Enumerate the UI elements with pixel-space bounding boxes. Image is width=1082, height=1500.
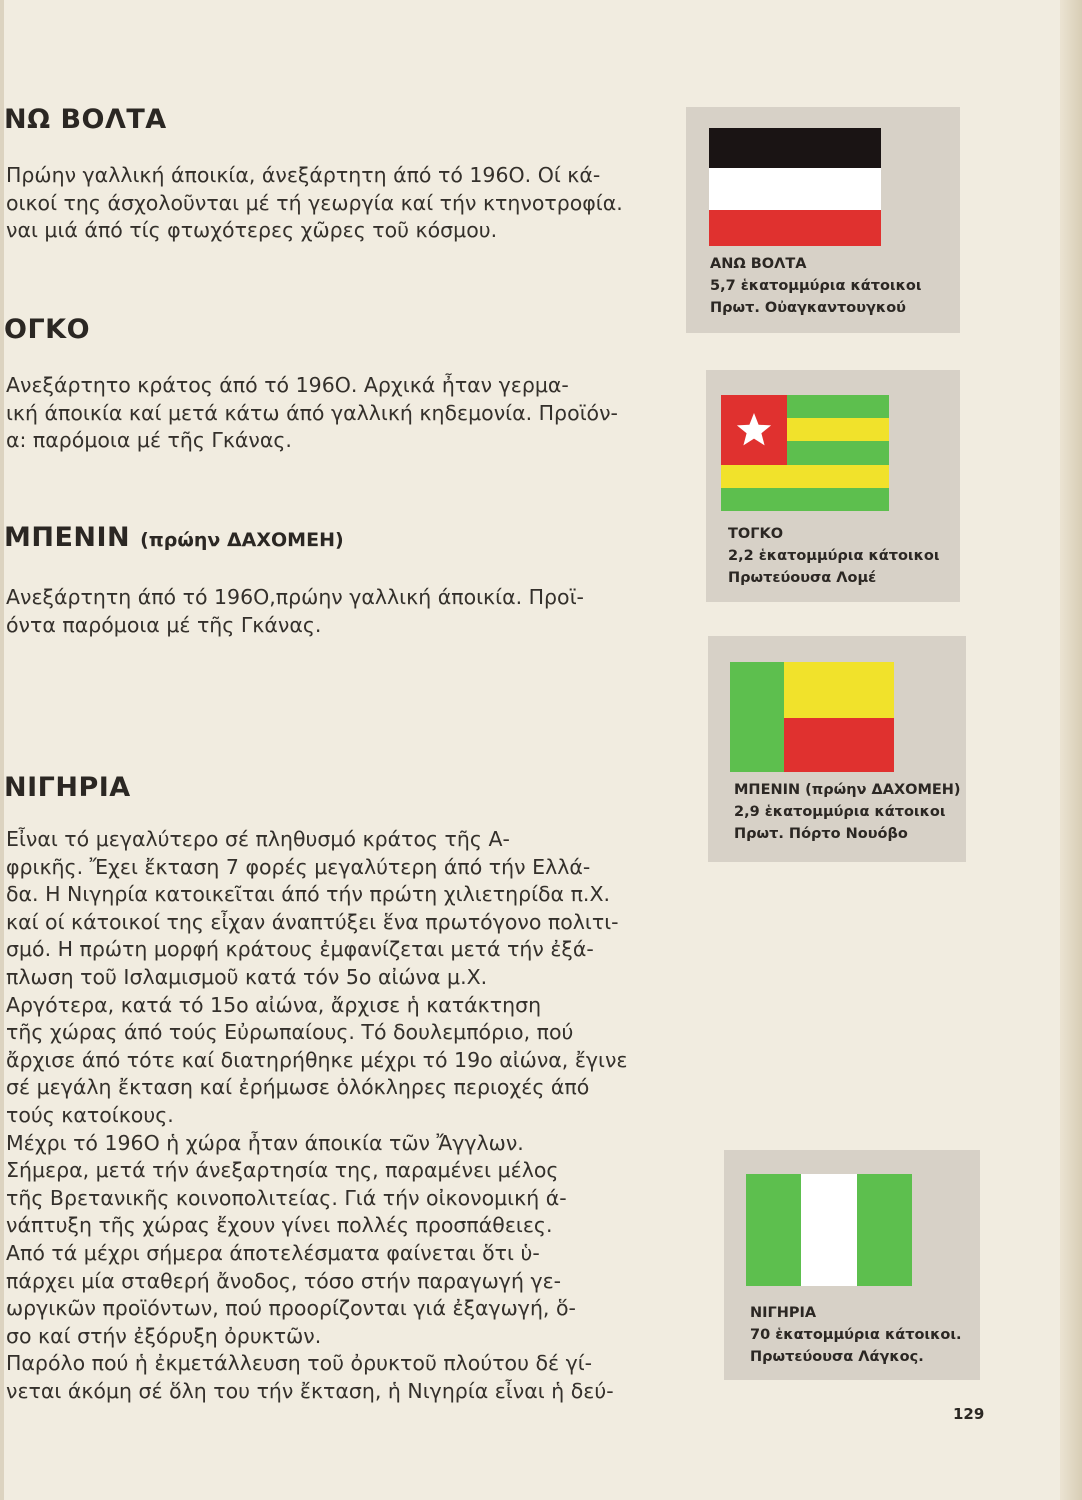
flag-panel-ano-volta xyxy=(686,107,960,333)
text-line: σέ μεγάλη ἔκταση καί ἐρήμωσε ὁλόκληρες περιοχές άπό xyxy=(6,1075,590,1100)
heading-benin-subtitle: (πρώην ΔΑΧΟΜΕΗ) xyxy=(140,529,344,551)
caption-country: ΜΠΕΝΙΝ (πρώην ΔΑΧΟΜΕΗ) xyxy=(734,782,961,798)
flag-caption-togko xyxy=(728,523,940,589)
text-line: ἄρχισε άπό τότε καί διατηρήθηκε μέχρι τό 19ο αἰώνα, ἔγινε xyxy=(6,1047,628,1072)
text-line: Ανεξάρτητο κράτος άπό τό 196Ο. Αρχικά ἦταν γερμα- xyxy=(6,373,569,397)
heading-nigeria: ΝΙΓΗΡΙΑ xyxy=(4,772,131,803)
nigeria-flag-icon xyxy=(746,1174,912,1286)
text-line: όντα παρόμοια μέ τῆς Γκάνας. xyxy=(6,612,322,637)
caption-country: ΑΝΩ ΒΟΛΤΑ xyxy=(710,256,807,272)
togo-flag-icon xyxy=(721,395,889,511)
text-line: φρικῆς. Ἔχει ἔκταση 7 φορές μεγαλύτερη άπό τήν Ελλά- xyxy=(6,854,591,879)
text-line: Από τά μέχρι σήμερα άποτελέσματα φαίνεται ὅτι ὑ- xyxy=(6,1240,540,1265)
flag-panel-togko xyxy=(706,370,960,602)
text-line: α: παρόμοια μέ τῆς Γκάνας. xyxy=(6,428,292,452)
page-number: 129 xyxy=(953,1405,985,1423)
paragraph-ano-volta xyxy=(6,162,623,245)
heading-ano-volta: ΝΩ ΒΟΛΤΑ xyxy=(4,104,167,135)
benin-flag-icon xyxy=(730,662,894,772)
text-line: Ανεξάρτητη άπό τό 196Ο,πρώην γαλλική άποικία. Προϊ- xyxy=(6,585,584,609)
flag-panel-nigeria xyxy=(724,1150,980,1380)
flag-caption-nigeria xyxy=(750,1302,962,1368)
text-line: τῆς χώρας άπό τούς Εὐρωπαίους. Τό δουλεμπόριο, πού xyxy=(6,1020,574,1045)
caption-capital: Πρωτεύουσα Λομέ xyxy=(728,570,877,586)
text-line: νάπτυξη τῆς χώρας ἔχουν γίνει πολλές προσπάθειες. xyxy=(6,1213,553,1238)
text-line: Πρώην γαλλική άποικία, άνεξάρτητη άπό τό 196Ο. Οί κά- xyxy=(6,163,601,187)
text-line: σο καί στήν ἐξόρυξη ὀρυκτῶν. xyxy=(6,1323,322,1348)
flag-panel-benin xyxy=(708,636,966,862)
paragraph-nigeria xyxy=(6,826,628,1405)
caption-country: ΤΟΓΚΟ xyxy=(728,526,784,542)
caption-population: 2,2 ἑκατομμύρια κάτοικοι xyxy=(728,548,940,564)
text-line: Παρόλο πού ἡ ἐκμετάλλευση τοῦ ὀρυκτοῦ πλούτου δέ γί- xyxy=(6,1351,593,1376)
heading-togko: ΟΓΚΟ xyxy=(4,314,91,345)
text-line: Εἶναι τό μεγαλύτερο σέ πληθυσμό κράτος τῆς Α- xyxy=(6,827,510,851)
paragraph-togko xyxy=(6,372,618,455)
heading-benin-title: ΜΠΕΝΙΝ xyxy=(4,522,131,553)
text-line: τῆς Βρετανικῆς κοινοπολιτείας. Γιά τήν οἰκονομική ά- xyxy=(6,1185,567,1210)
caption-country: ΝΙΓΗΡΙΑ xyxy=(750,1305,817,1321)
text-line: ική άποικία καί μετά κάτω άπό γαλλική κηδεμονία. Προϊόν- xyxy=(6,400,618,425)
text-line: νεται άκόμη σέ ὅλη του τήν ἔκταση, ἡ Νιγηρία εἶναι ἡ δεύ- xyxy=(6,1378,614,1403)
text-line: πλωση τοῦ Ισλαμισμοῦ κατά τόν 5ο αἰώνα μ.Χ. xyxy=(6,964,488,989)
upper-volta-flag-icon xyxy=(709,128,881,246)
text-line: οικοί της άσχολοῦνται μέ τή γεωργία καί τήν κτηνοτροφία. xyxy=(6,190,623,215)
text-line: Μέχρι τό 196Ο ἡ χώρα ἦταν άποικία τῶν Ἄγγλων. xyxy=(6,1130,524,1155)
caption-population: 70 ἑκατομμύρια κάτοικοι. xyxy=(750,1327,962,1343)
heading-benin xyxy=(4,522,344,553)
text-line: Αργότερα, κατά τό 15ο αἰώνα, ἄρχισε ἡ κατάκτηση xyxy=(6,992,542,1017)
page-edge xyxy=(1060,0,1082,1500)
caption-population: 2,9 ἑκατομμύρια κάτοικοι xyxy=(734,804,946,820)
text-line: καί οί κάτοικοί της εἶχαν άναπτύξει ἕνα πρωτόγονο πολιτι- xyxy=(6,909,619,934)
text-line: πάρχει μία σταθερή ἄνοδος, τόσο στήν παραγωγή γε- xyxy=(6,1268,562,1293)
text-line: ωργικῶν προϊόντων, πού προορίζονται γιά ἐξαγωγή, ὅ- xyxy=(6,1296,576,1321)
text-line: ναι μιά άπό τίς φτωχότερες χῶρες τοῦ κόσμου. xyxy=(6,218,498,242)
text-line: δα. Η Νιγηρία κατοικεῖται άπό τήν πρώτη χιλιετηρίδα π.Χ. xyxy=(6,882,611,907)
flag-caption-ano-volta xyxy=(710,253,922,319)
page-gutter xyxy=(0,0,4,1500)
caption-capital: Πρωτ. Οὐαγκαντουγκού xyxy=(710,300,906,316)
paragraph-benin xyxy=(6,584,584,639)
text-line: Σήμερα, μετά τήν άνεξαρτησία της, παραμένει μέλος xyxy=(6,1158,559,1183)
caption-capital: Πρωτ. Πόρτο Νουόβο xyxy=(734,826,908,842)
flag-caption-benin xyxy=(734,779,961,845)
text-line: σμό. Η πρώτη μορφή κράτους ἐμφανίζεται μετά τήν ἐξά- xyxy=(6,937,594,962)
text-line: τούς κατοίκους. xyxy=(6,1102,174,1127)
caption-capital: Πρωτεύουσα Λάγκος. xyxy=(750,1349,924,1365)
caption-population: 5,7 ἑκατομμύρια κάτοικοι xyxy=(710,278,922,294)
